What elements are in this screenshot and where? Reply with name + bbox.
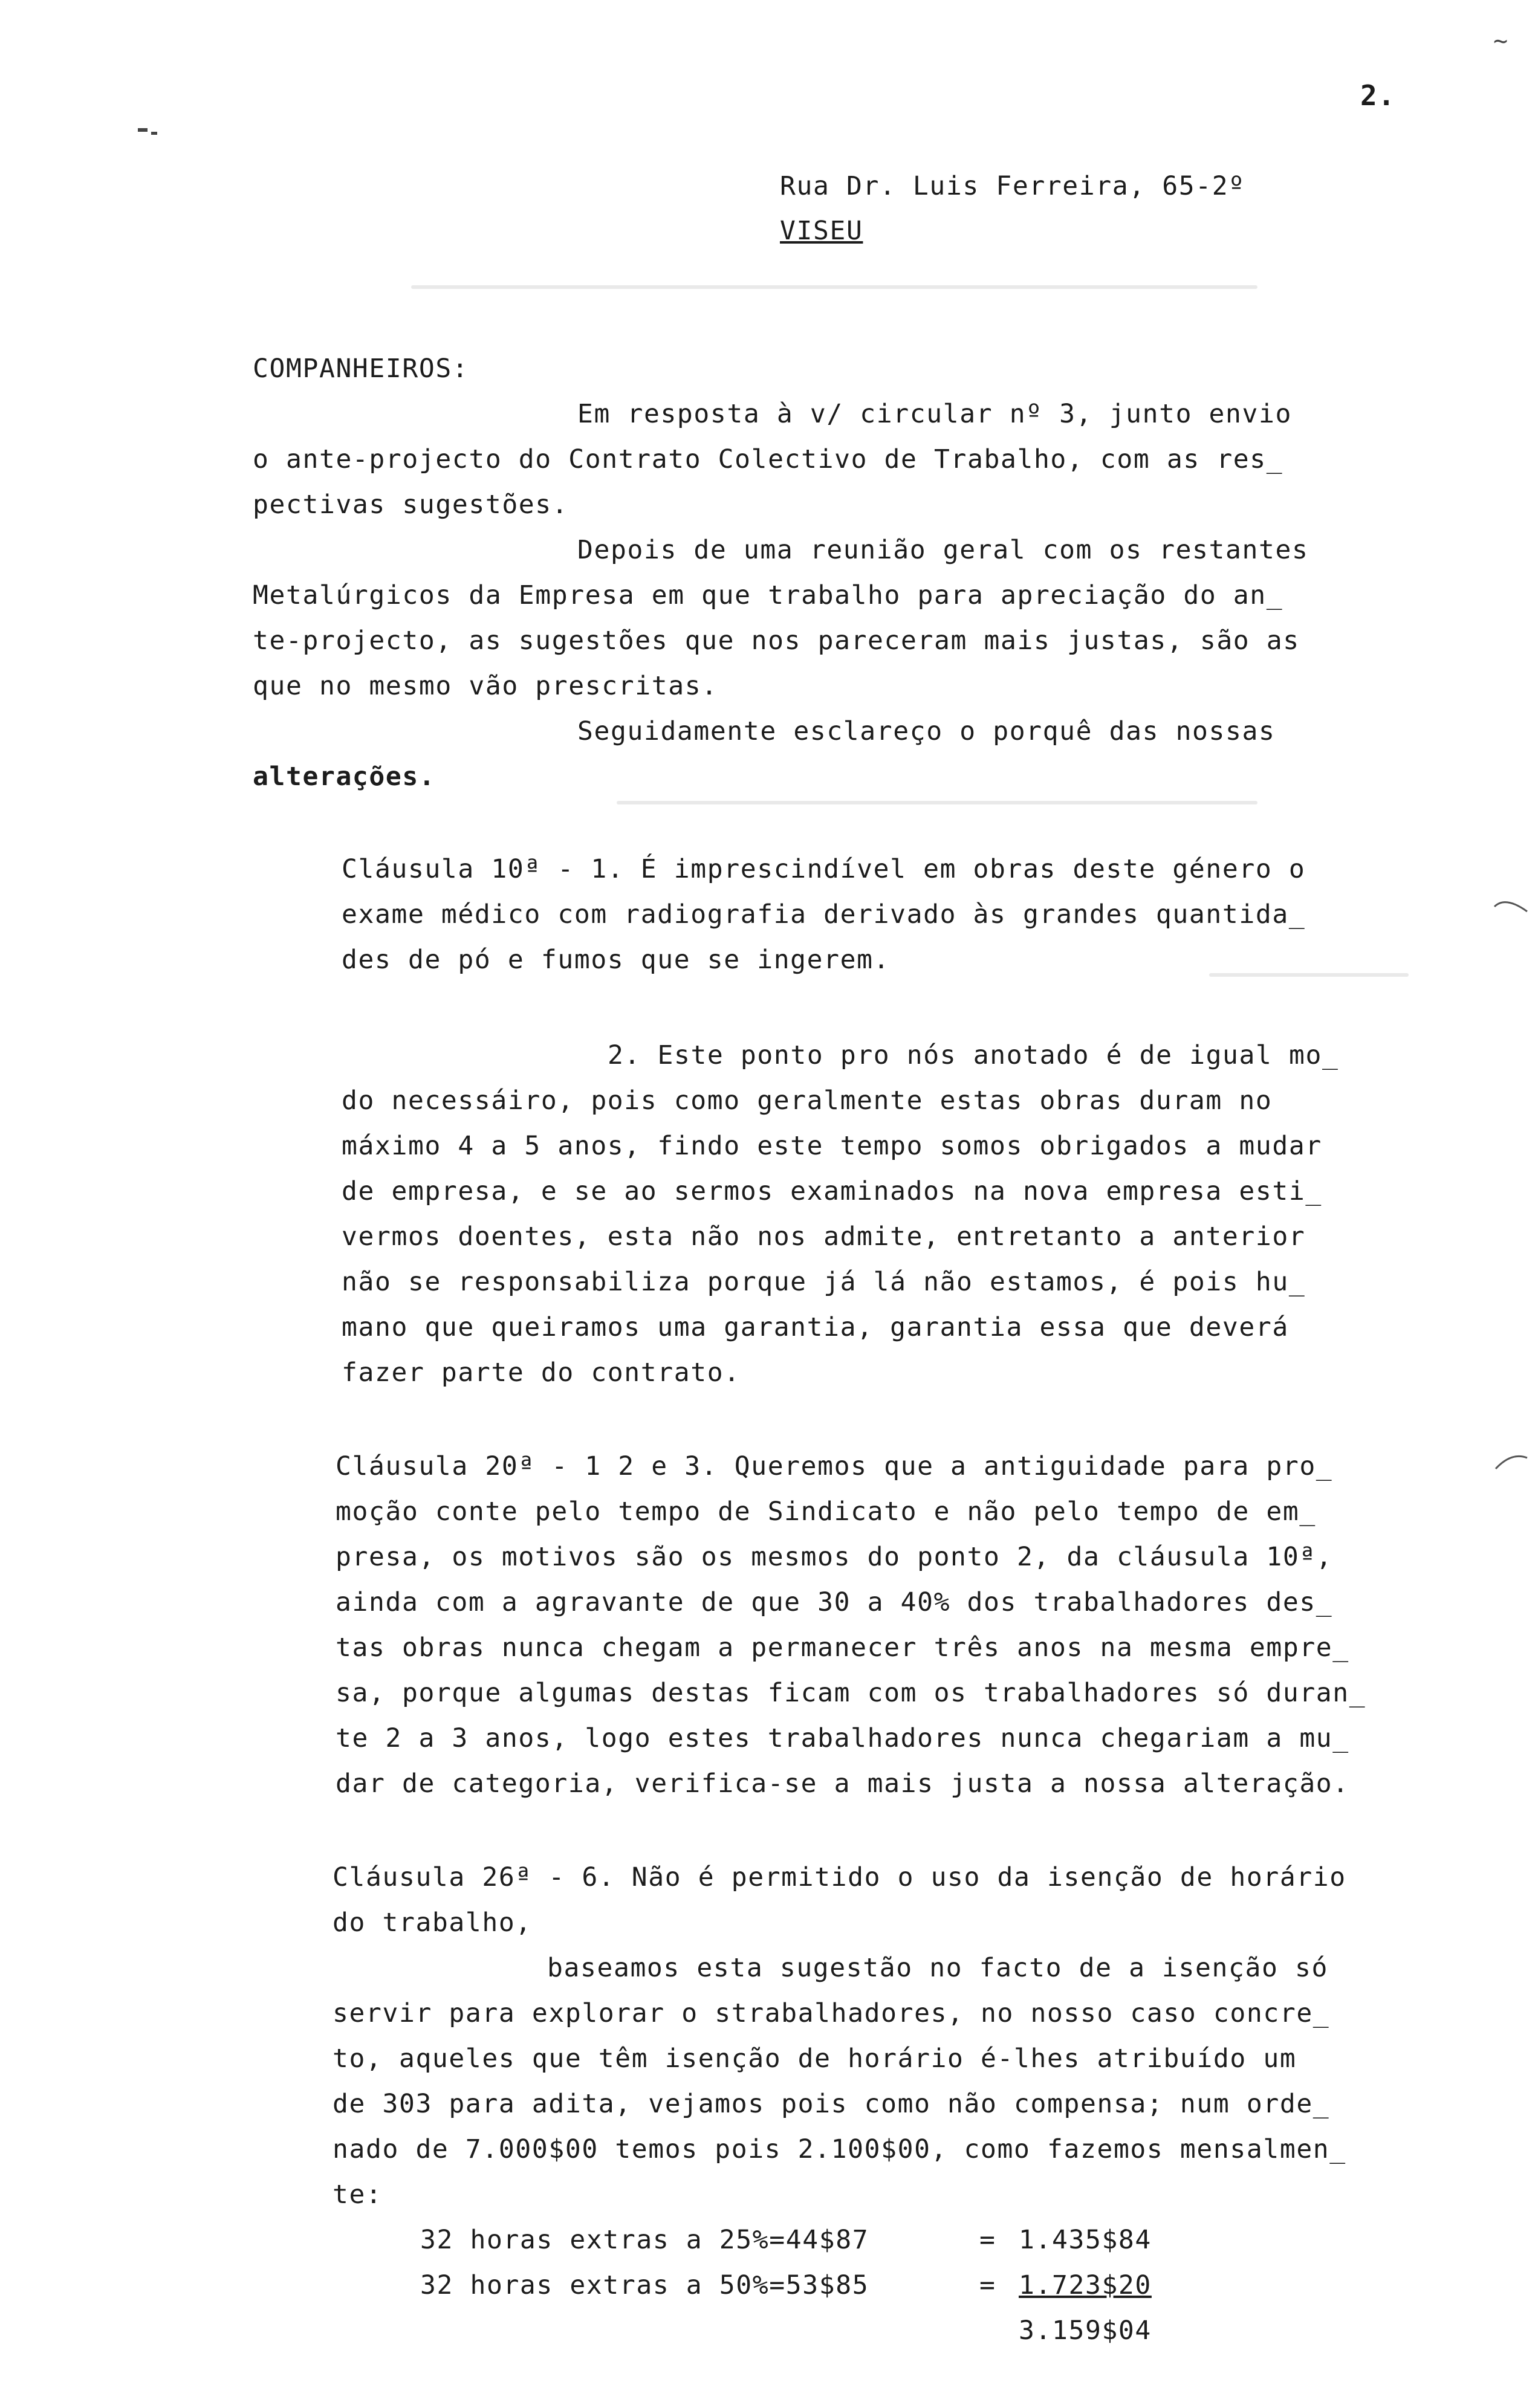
clause26-line: Cláusula 26ª - 6. Não é permitido o uso da isenção de horário <box>333 1862 1346 1892</box>
stray-mark <box>138 128 148 132</box>
intro-line: Em resposta à v/ circular nº 3, junto envio <box>577 399 1292 429</box>
calc-value: 1.435$84 <box>1019 2225 1152 2255</box>
clause10-line: exame médico com radiografia derivado às grandes quantida_ <box>342 899 1306 930</box>
clause20-line: Cláusula 20ª - 1 2 e 3. Queremos que a antiguidade para pro_ <box>336 1451 1333 1481</box>
intro-line: alterações. <box>253 762 436 792</box>
intro-line: Metalúrgicos da Empresa em que trabalho para apreciação do an_ <box>253 580 1283 610</box>
intro-line: Depois de uma reunião geral com os restantes <box>577 535 1309 565</box>
clause10-point2-line: de empresa, e se ao sermos examinados na nova empresa esti_ <box>342 1176 1322 1206</box>
clause10-line: des de pó e fumos que se ingerem. <box>342 945 891 975</box>
clause20-line: sa, porque algumas destas ficam com os trabalhadores só duran_ <box>336 1678 1366 1708</box>
intro-line: pectivas sugestões. <box>253 490 569 520</box>
clause20-line: tas obras nunca chegam a permanecer três anos na mesma empre_ <box>336 1633 1349 1663</box>
calc-value: 1.723$20 <box>1019 2270 1152 2300</box>
show-through-line <box>1209 973 1409 977</box>
clause10-point2-line: fazer parte do contrato. <box>342 1358 741 1388</box>
intro-line: te-projecto, as sugestões que nos pareceram mais justas, são as <box>253 626 1300 656</box>
clause26-line: servir para explorar o strabalhadores, no nosso caso concre_ <box>333 1998 1330 2028</box>
margin-curl-mark <box>1493 895 1530 919</box>
clause20-line: presa, os motivos são os mesmos do ponto 2, da cláusula 10ª, <box>336 1542 1333 1572</box>
clause26-line: de 303 para adita, vejamos pois como não compensa; num orde_ <box>333 2089 1330 2119</box>
intro-line: Seguidamente esclareço o porquê das nossas <box>577 716 1276 746</box>
clause20-line: moção conte pelo tempo de Sindicato e não pelo tempo de em_ <box>336 1497 1316 1527</box>
address-street: Rua Dr. Luis Ferreira, 65-2º <box>780 171 1245 201</box>
clause20-line: ainda com a agravante de que 30 a 40% dos trabalhadores des_ <box>336 1587 1333 1617</box>
clause10-point2-line: 2. Este ponto pro nós anotado é de igual mo_ <box>608 1040 1339 1070</box>
clause26-line: baseamos esta sugestão no facto de a isenção só <box>547 1953 1328 1983</box>
calc-total: 3.159$04 <box>1019 2316 1152 2346</box>
margin-curl-mark <box>1493 1451 1530 1475</box>
clause26-line: to, aqueles que têm isenção de horário é-lhes atribuído um <box>333 2044 1297 2074</box>
clause10-point2-line: máximo 4 a 5 anos, findo este tempo somos obrigados a mudar <box>342 1131 1322 1161</box>
show-through-line <box>617 801 1257 804</box>
intro-line: o ante-projecto do Contrato Colectivo de Trabalho, com as res_ <box>253 444 1283 474</box>
calc-desc: 32 horas extras a 25%=44$87 <box>420 2225 869 2255</box>
clause20-line: dar de categoria, verifica-se a mais justa a nossa alteração. <box>336 1769 1349 1799</box>
clause26-line: do trabalho, <box>333 1908 532 1938</box>
clause20-line: te 2 a 3 anos, logo estes trabalhadores nunca chegariam a mu_ <box>336 1723 1349 1753</box>
clause10-point2-line: mano que queiramos uma garantia, garantia essa que deverá <box>342 1312 1289 1342</box>
clause10-point2-line: não se responsabiliza porque já lá não estamos, é pois hu_ <box>342 1267 1306 1297</box>
stray-mark <box>151 132 157 135</box>
intro-line: que no mesmo vão prescritas. <box>253 671 718 701</box>
clause26-line: nado de 7.000$00 temos pois 2.100$00, como fazemos mensalmen_ <box>333 2134 1346 2164</box>
address-city: VISEU <box>780 216 863 246</box>
page-number: 2. <box>1360 79 1396 112</box>
corner-mark: ~ <box>1493 27 1509 55</box>
salutation: COMPANHEIROS: <box>253 354 469 384</box>
calc-op: = <box>979 2225 996 2255</box>
clause26-line: te: <box>333 2180 383 2210</box>
calc-op: = <box>979 2270 996 2300</box>
calc-desc: 32 horas extras a 50%=53$85 <box>420 2270 869 2300</box>
show-through-line <box>411 285 1257 289</box>
clause10-point2-line: do necessáiro, pois como geralmente estas obras duram no <box>342 1086 1273 1116</box>
clause10-point2-line: vermos doentes, esta não nos admite, entretanto a anterior <box>342 1222 1306 1252</box>
clause10-line: Cláusula 10ª - 1. É imprescindível em obras deste género o <box>342 854 1306 884</box>
